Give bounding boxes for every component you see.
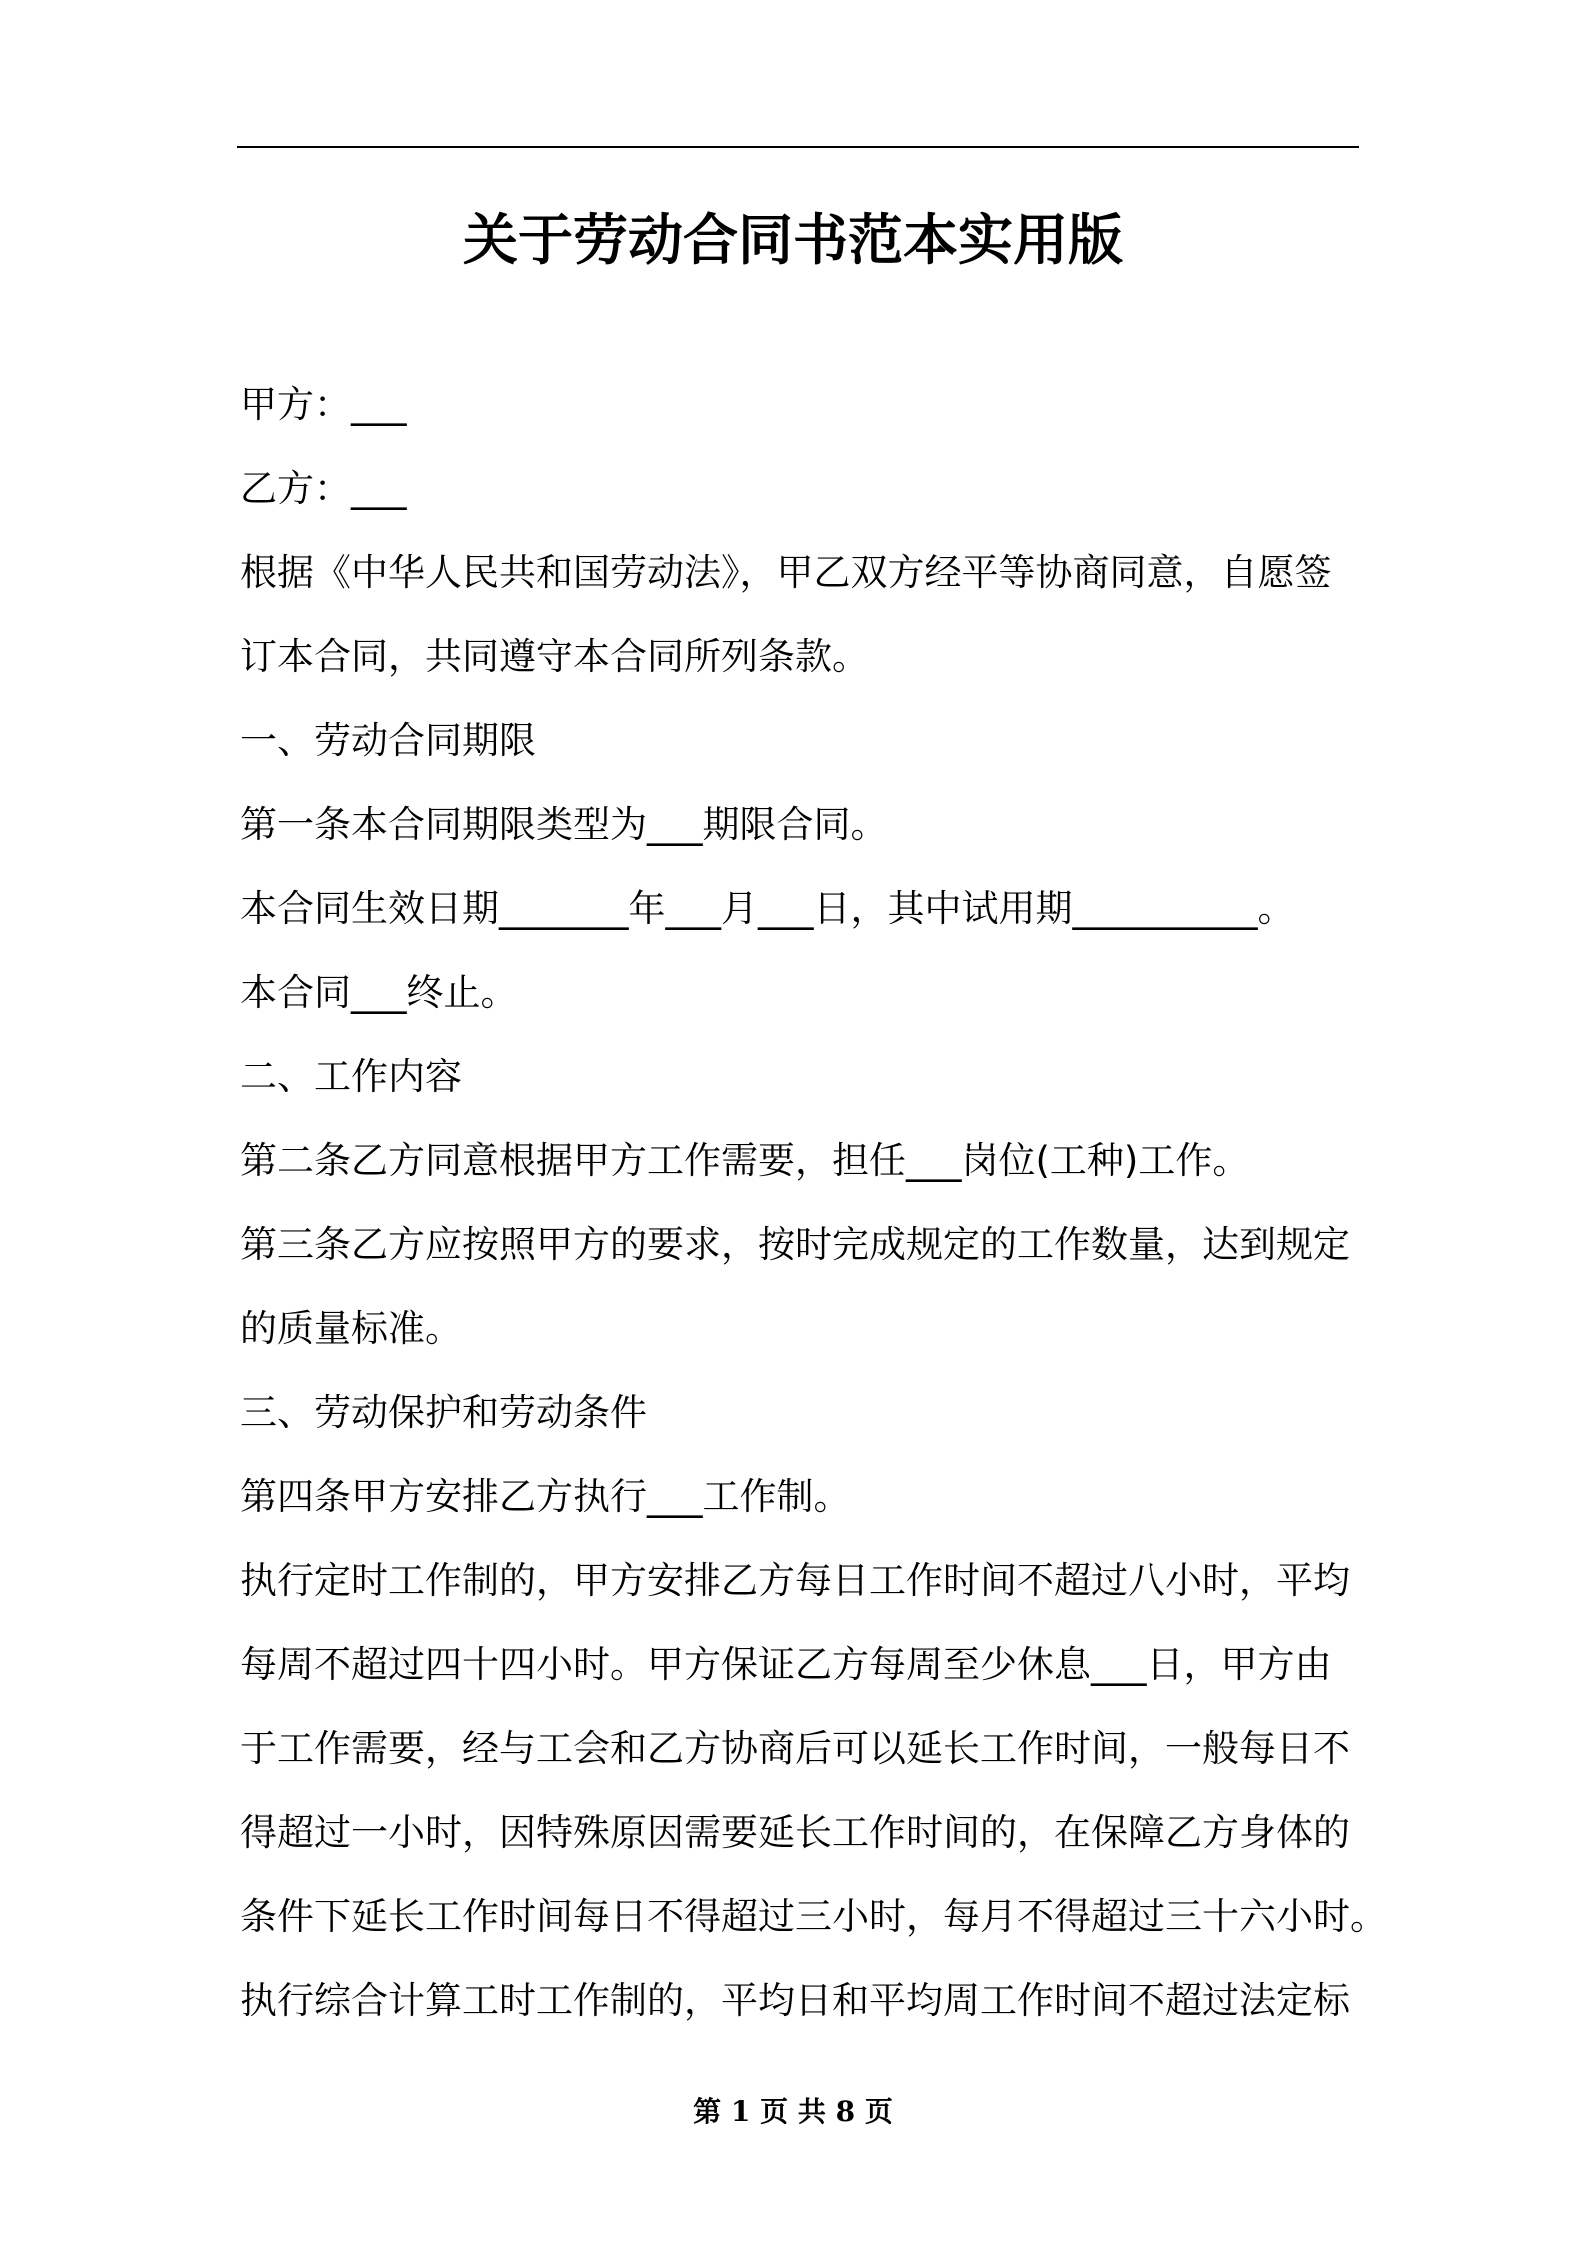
preamble-line-2: 订本合同，共同遵守本合同所列条款。 — [240, 635, 869, 678]
article-2: 第二条乙方同意根据甲方工作需要，担任___岗位(工种)工作。 — [240, 1139, 1250, 1182]
document-body — [240, 363, 1387, 2043]
fixed-hours-line-4: 得超过一小时，因特殊原因需要延长工作时间的，在保障乙方身体的 — [240, 1811, 1350, 1854]
effective-date-line: 本合同生效日期_______年___月___日，其中试用期__________。 — [240, 887, 1295, 930]
article-1: 第一条本合同期限类型为___期限合同。 — [240, 803, 888, 846]
section-heading-2: 二、工作内容 — [240, 1055, 462, 1098]
document-title: 关于劳动合同书范本实用版 — [462, 208, 1123, 272]
party-b-line: 乙方：___ — [240, 467, 407, 510]
fixed-hours-line-2: 每周不超过四十四小时。甲方保证乙方每周至少休息___日，甲方由 — [240, 1643, 1332, 1686]
fixed-hours-line-3: 于工作需要，经与工会和乙方协商后可以延长工作时间，一般每日不 — [240, 1727, 1350, 1770]
preamble-line-1: 根据《中华人民共和国劳动法》，甲乙双方经平等协商同意，自愿签 — [240, 551, 1332, 594]
section-heading-3: 三、劳动保护和劳动条件 — [240, 1391, 647, 1434]
article-4: 第四条甲方安排乙方执行___工作制。 — [240, 1475, 851, 1518]
header-rule — [237, 146, 1359, 148]
comprehensive-hours-line-1: 执行综合计算工时工作制的，平均日和平均周工作时间不超过法定标 — [240, 1979, 1350, 2022]
party-a-line: 甲方：___ — [240, 383, 407, 426]
article-3-line-2: 的质量标准。 — [240, 1307, 462, 1350]
section-heading-1: 一、劳动合同期限 — [240, 719, 536, 762]
fixed-hours-line-1: 执行定时工作制的，甲方安排乙方每日工作时间不超过八小时，平均 — [240, 1559, 1350, 1602]
article-3-line-1: 第三条乙方应按照甲方的要求，按时完成规定的工作数量，达到规定 — [240, 1223, 1350, 1266]
termination-line: 本合同___终止。 — [240, 971, 518, 1014]
fixed-hours-line-5: 条件下延长工作时间每日不得超过三小时，每月不得超过三十六小时。 — [240, 1895, 1387, 1938]
page-number: 第 1 页 共 8 页 — [693, 2095, 893, 2128]
